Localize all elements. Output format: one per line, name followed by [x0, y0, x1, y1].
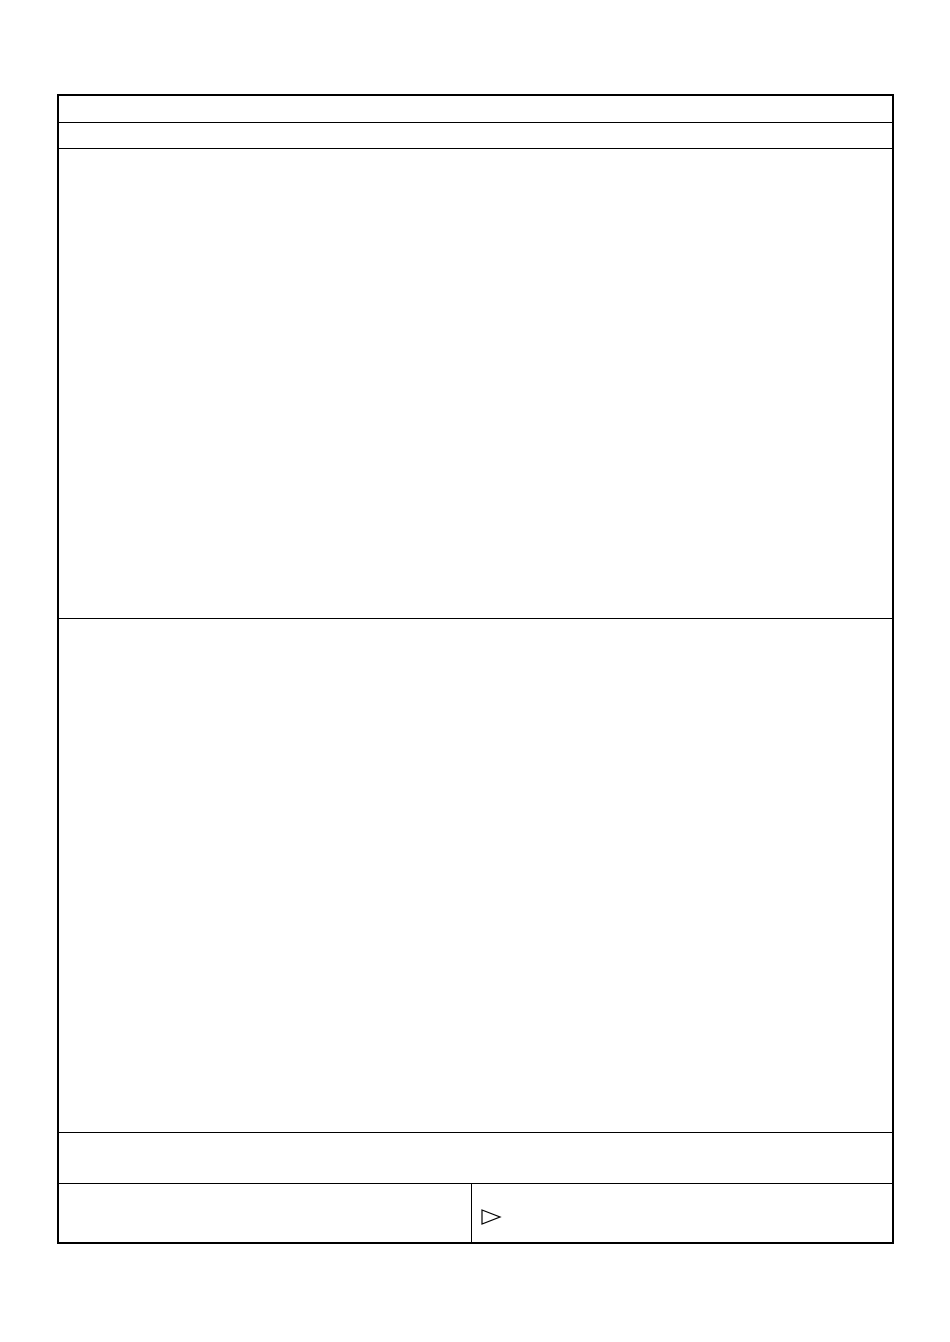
divider: [59, 618, 892, 619]
note-marker-icon: [480, 1208, 502, 1226]
divider: [59, 148, 892, 149]
fault-record-form: [57, 94, 894, 1244]
divider: [59, 122, 892, 123]
divider: [59, 1132, 892, 1133]
divider: [59, 1183, 892, 1184]
divider: [471, 1183, 472, 1244]
